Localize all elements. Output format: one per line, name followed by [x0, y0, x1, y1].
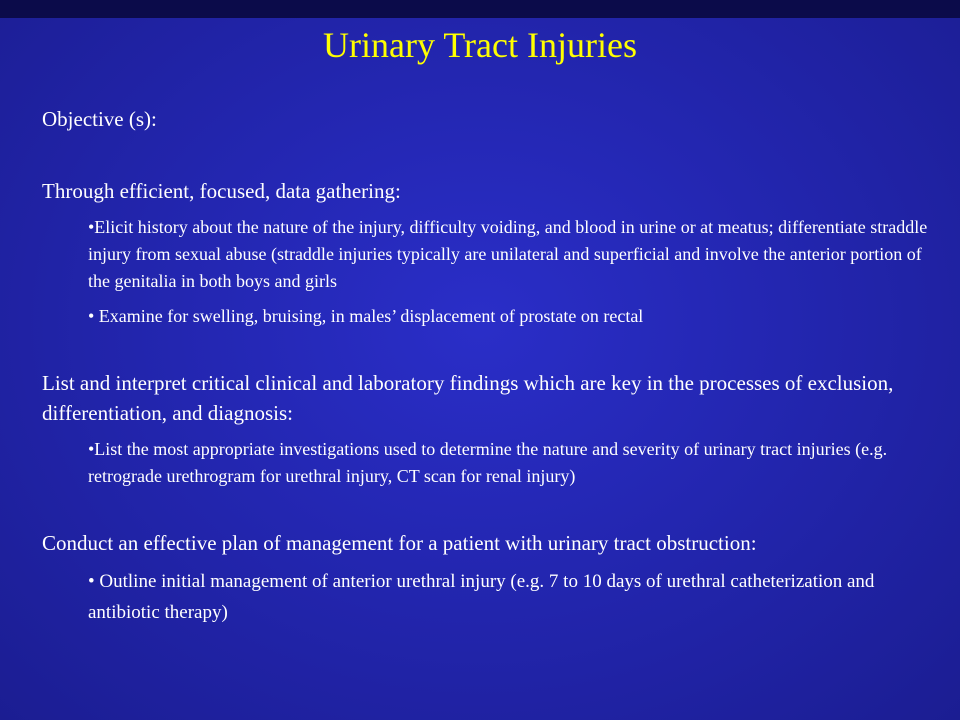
section-heading-data-gathering: Through efficient, focused, data gathering:: [42, 179, 401, 203]
slide-title: Urinary Tract Injuries: [323, 25, 637, 65]
objective-label: Objective (s):: [42, 107, 157, 131]
section-heading-findings: List and interpret critical clinical and laboratory findings which are key in the processes of exclusion, differentiation, and diagnosis:: [42, 371, 894, 425]
bullet-elicit-history: •Elicit history about the nature of the injury, difficulty voiding, and blood in urine or at meatus; differentiate straddle injury from sexual abuse (straddle injuries typically are unilateral and superficial and involve the anterior portion of the genitalia in both boys and girls: [88, 217, 928, 291]
section-heading-management: Conduct an effective plan of management for a patient with urinary tract obstruction:: [42, 531, 757, 555]
bullet-examine: • Examine for swelling, bruising, in males’ displacement of prostate on rectal: [88, 306, 644, 326]
bullet-investigations: •List the most appropriate investigations used to determine the nature and severity of urinary tract injuries (e.g. retrograde urethrogram for urethral injury, CT scan for renal injury): [88, 439, 888, 486]
slide-body: [42, 104, 957, 628]
bullet-initial-management: • Outline initial management of anterior urethral injury (e.g. 7 to 10 days of urethral catheterization and antibiotic therapy): [88, 571, 875, 623]
